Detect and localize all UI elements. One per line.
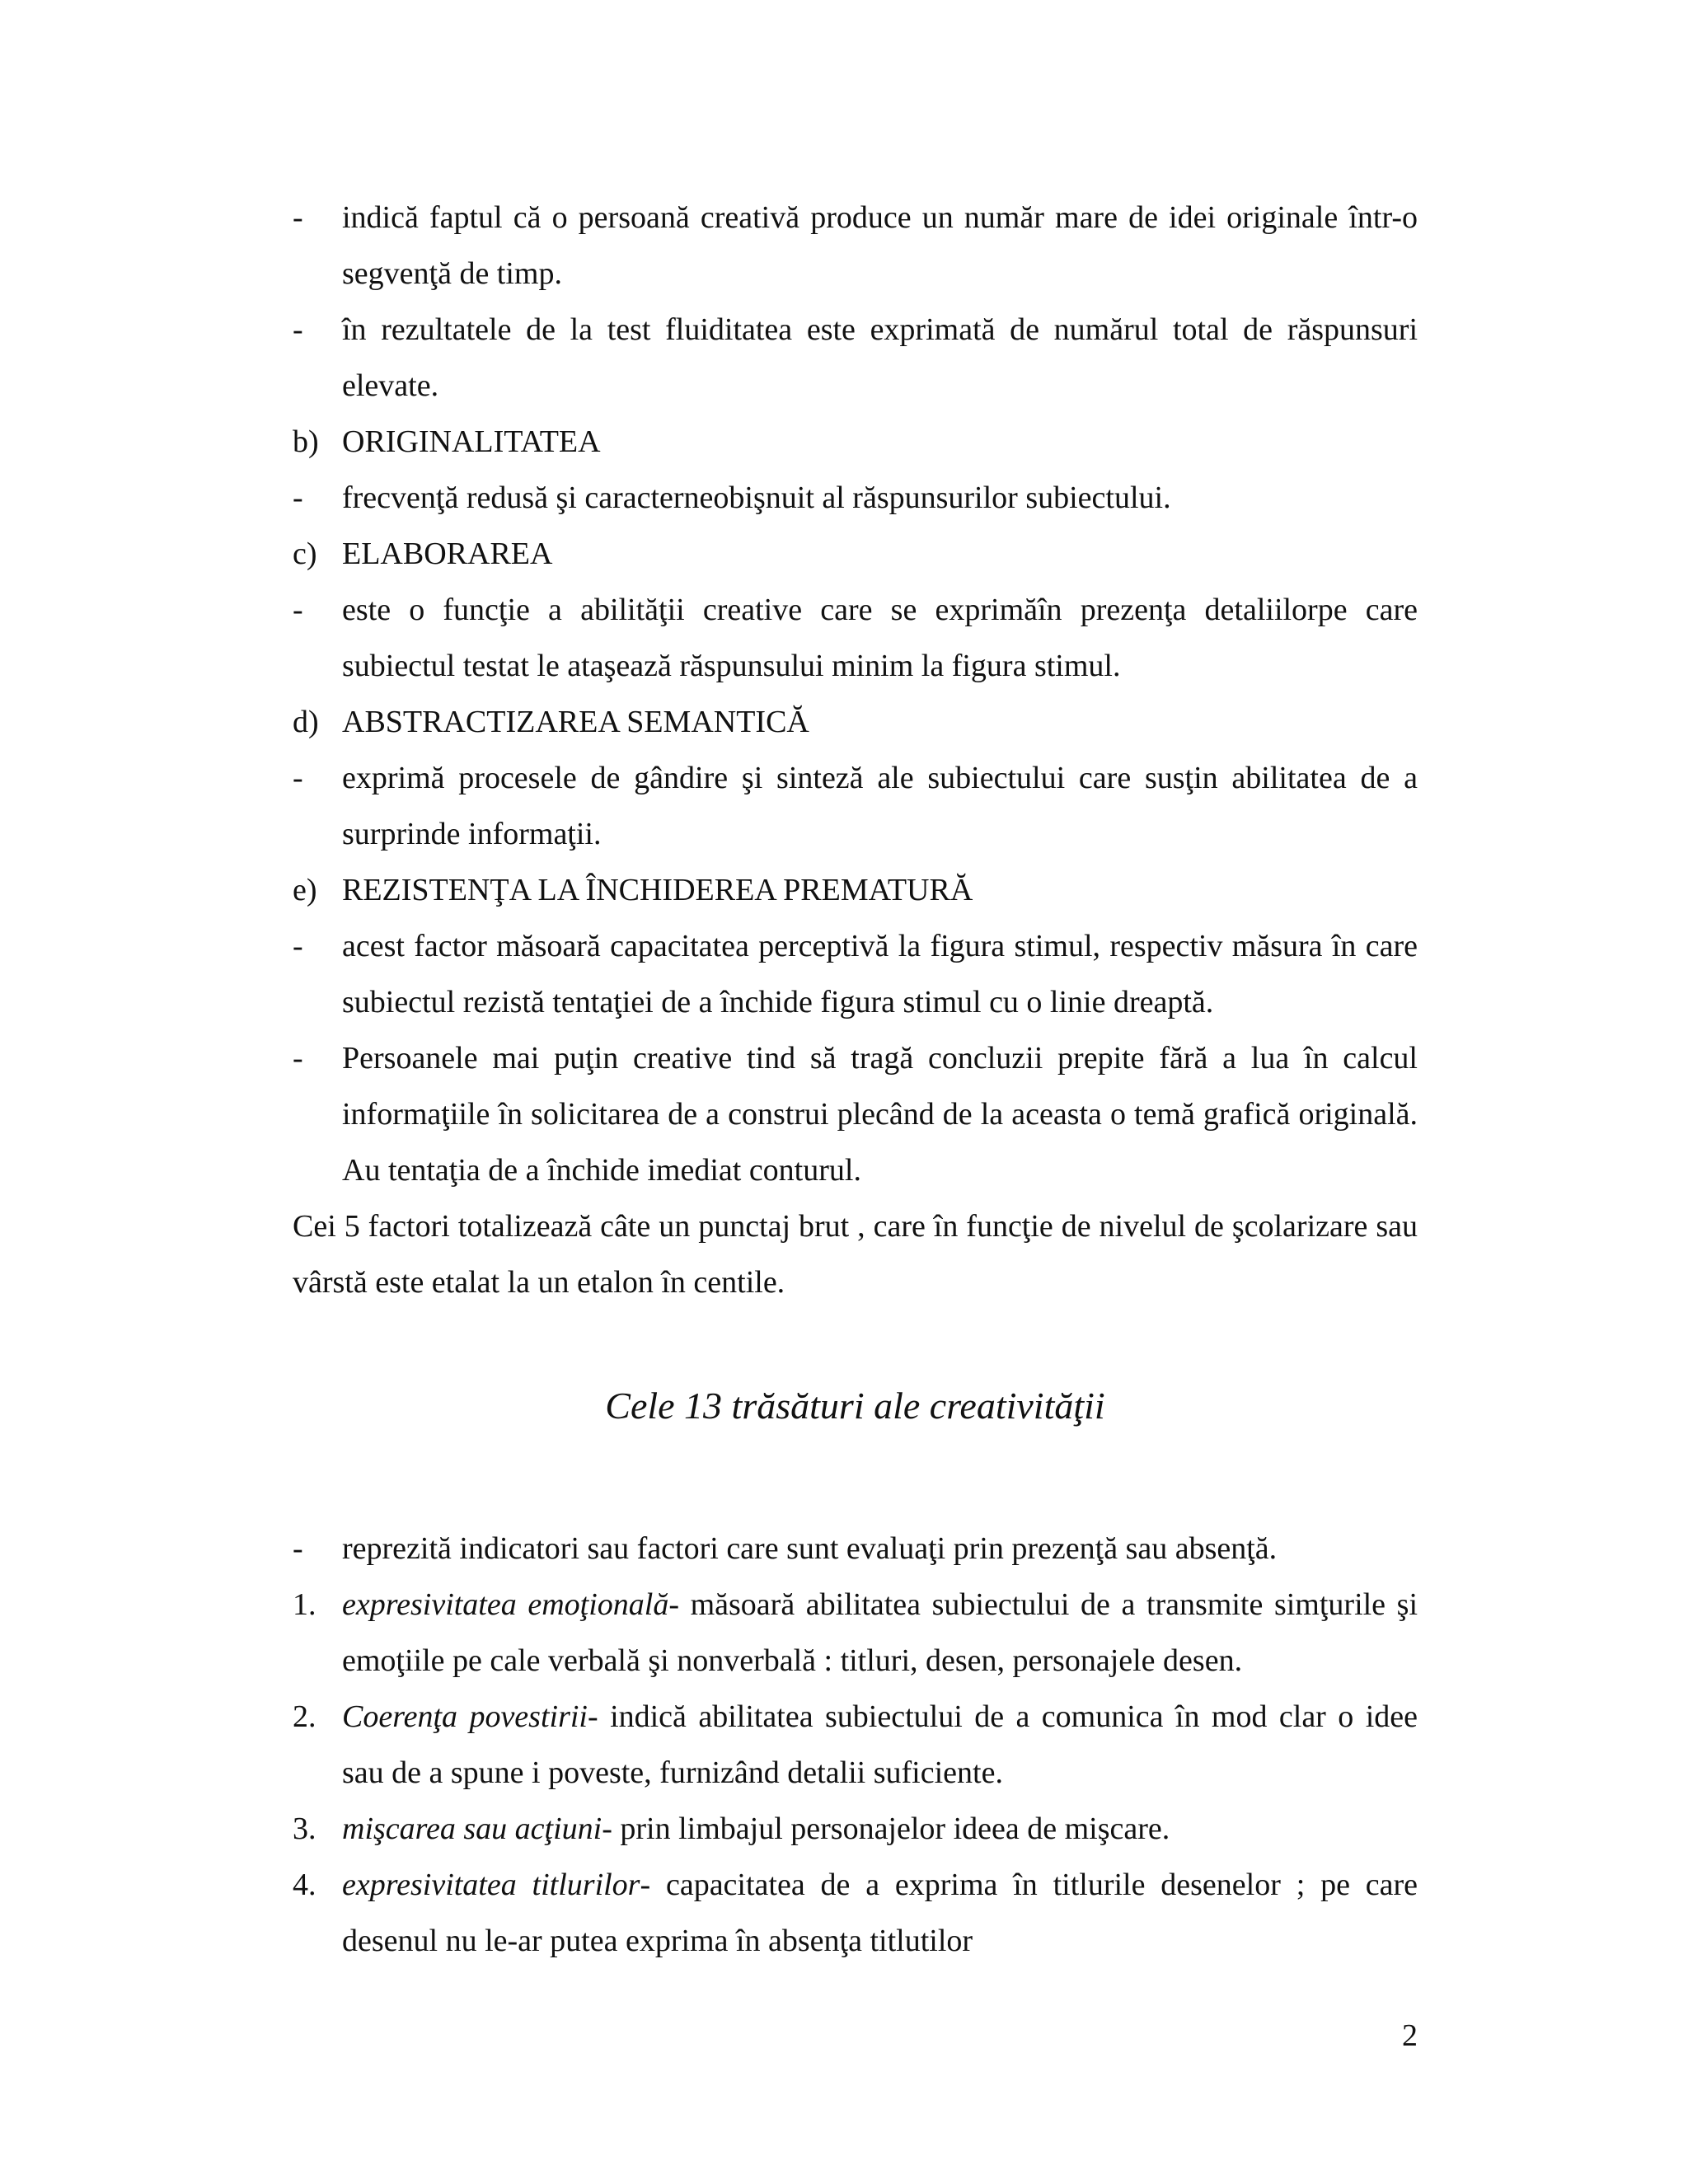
list-marker: - bbox=[293, 1041, 303, 1076]
list-item bbox=[293, 918, 1418, 1030]
list-marker: - bbox=[293, 761, 303, 795]
factor-heading bbox=[293, 694, 1418, 750]
trait-term: Coerenţa povestirii bbox=[342, 1699, 588, 1734]
list-marker: b) bbox=[293, 424, 319, 459]
trait-term: mişcarea sau acţiuni bbox=[342, 1811, 603, 1846]
factor-title: ORIGINALITATEA bbox=[342, 424, 601, 459]
trait-term: expresivitatea emoţională bbox=[342, 1587, 669, 1622]
trait-item bbox=[293, 1689, 1418, 1801]
list-marker: - bbox=[293, 593, 303, 627]
factor-title: REZISTENŢA LA ÎNCHIDEREA PREMATURĂ bbox=[342, 873, 973, 907]
intro-item bbox=[293, 1521, 1418, 1577]
trait-description: - capacitatea de a exprima în titlurile desenelor ; pe care desenul nu le-ar putea exprima în absenţa titlutilor bbox=[342, 1868, 1418, 1958]
trait-text bbox=[342, 1689, 1418, 1801]
list-marker: - bbox=[293, 312, 303, 347]
list-item-text: exprimă procesele de gândire şi sinteză ale subiectului care susţin abilitatea de a surprinde informaţii. bbox=[342, 761, 1418, 851]
list-item bbox=[293, 302, 1418, 414]
factor-heading bbox=[293, 862, 1418, 918]
factor-heading bbox=[293, 526, 1418, 582]
trait-text bbox=[342, 1577, 1418, 1689]
trait-text bbox=[342, 1801, 1418, 1857]
list-marker: e) bbox=[293, 873, 317, 907]
list-item bbox=[293, 1030, 1418, 1198]
section-heading: Cele 13 trăsături ale creativităţii bbox=[605, 1385, 1105, 1427]
intro-text: reprezită indicatori sau factori care sunt evaluaţi prin prezenţă sau absenţă. bbox=[342, 1531, 1278, 1566]
list-item bbox=[293, 750, 1418, 862]
trait-item bbox=[293, 1801, 1418, 1857]
factor-title: ELABORAREA bbox=[342, 537, 553, 571]
list-marker: c) bbox=[293, 537, 317, 571]
list-marker: - bbox=[293, 929, 303, 963]
list-item-text: în rezultatele de la test fluiditatea este exprimată de numărul total de răspunsuri elevate. bbox=[342, 312, 1418, 403]
list-item-text: indică faptul că o persoană creativă produce un număr mare de idei originale într-o segvenţă de timp. bbox=[342, 200, 1418, 291]
list-item-text: acest factor măsoară capacitatea perceptivă la figura stimul, respectiv măsura în care subiectul rezistă tentaţiei de a închide figura stimul cu o linie dreaptă. bbox=[342, 929, 1418, 1019]
list-item-text: este o funcţie a abilităţii creative care se exprimăîn prezenţa detaliilorpe care subiectul testat le ataşează răspunsului minim la figura stimul. bbox=[342, 593, 1418, 683]
list-item bbox=[293, 470, 1418, 526]
trait-item bbox=[293, 1857, 1418, 1969]
list-marker: d) bbox=[293, 705, 319, 739]
trait-text bbox=[342, 1857, 1418, 1969]
trait-description: - măsoară abilitatea subiectului de a transmite simţurile şi emoţiile pe cale verbală şi nonverbală : titluri, desen, personajele desen. bbox=[342, 1587, 1418, 1678]
factor-title: ABSTRACTIZAREA SEMANTICĂ bbox=[342, 705, 809, 739]
list-item-text: frecvenţă redusă şi caracterneobişnuit al răspunsurilor subiectului. bbox=[342, 480, 1171, 515]
trait-description: - prin limbajul personajelor ideea de mişcare. bbox=[602, 1811, 1170, 1846]
trait-description: - indică abilitatea subiectului de a comunica în mod clar o idee sau de a spune i poveste, furnizând detalii suficiente. bbox=[342, 1699, 1418, 1790]
list-number: 3. bbox=[293, 1811, 316, 1846]
list-number: 1. bbox=[293, 1587, 316, 1622]
page-number: 2 bbox=[1402, 2018, 1418, 2053]
list-number: 4. bbox=[293, 1868, 316, 1902]
list-marker: - bbox=[293, 1531, 303, 1566]
list-item-text: Persoanele mai puţin creative tind să tragă concluzii prepite fără a lua în calcul informaţiile în solicitarea de a construi plecând de la aceasta o temă grafică originală. Au tentaţia de a închide imediat conturul. bbox=[342, 1041, 1418, 1188]
list-marker: - bbox=[293, 480, 303, 515]
factor-heading bbox=[293, 414, 1418, 470]
trait-term: expresivitatea titlurilor bbox=[342, 1868, 640, 1902]
list-item bbox=[293, 190, 1418, 302]
list-marker: - bbox=[293, 200, 303, 235]
traits-section bbox=[293, 1521, 1418, 1969]
factors-section bbox=[293, 190, 1418, 1310]
trait-item bbox=[293, 1577, 1418, 1689]
list-number: 2. bbox=[293, 1699, 316, 1734]
list-item bbox=[293, 582, 1418, 694]
closing-paragraph: Cei 5 factori totalizează câte un punctaj brut , care în funcţie de nivelul de şcolarizare sau vârstă este etalat la un etalon în centile. bbox=[293, 1209, 1418, 1300]
